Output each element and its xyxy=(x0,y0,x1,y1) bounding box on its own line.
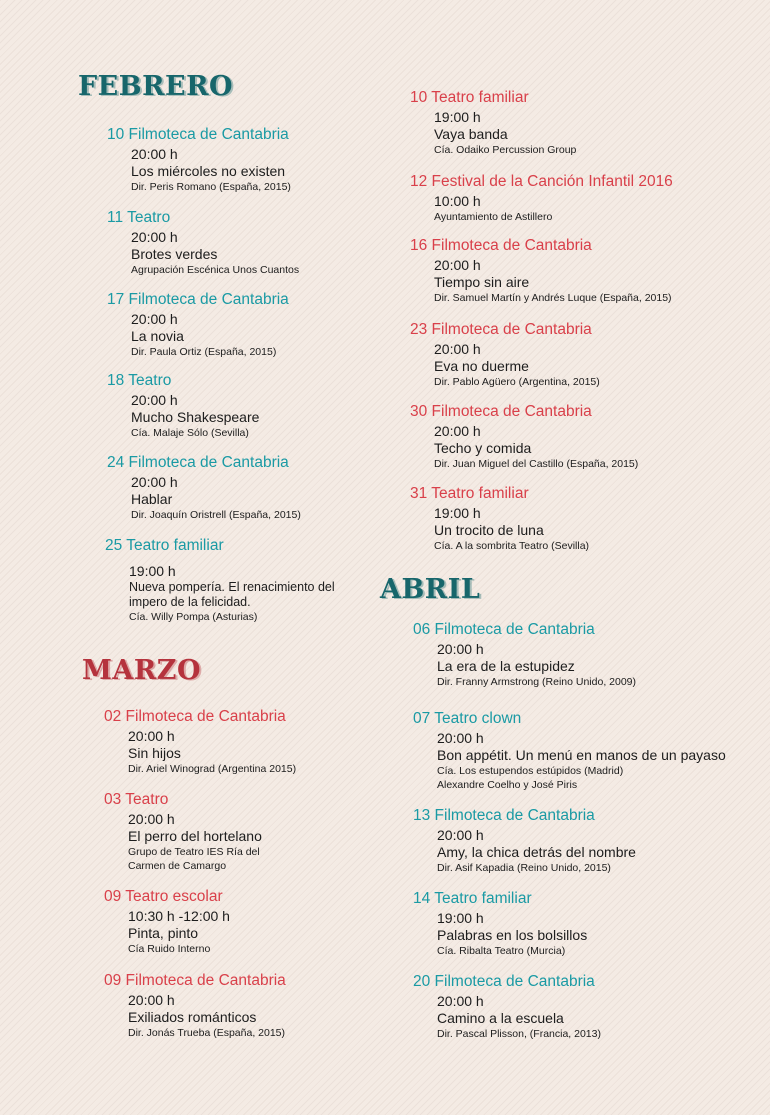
event-detail: Dir. Jonás Trueba (España, 2015) xyxy=(128,1027,286,1039)
event-title: Hablar xyxy=(131,491,173,507)
event-heading: 13 Filmoteca de Cantabria xyxy=(413,807,595,824)
event-detail: Dir. Peris Romano (España, 2015) xyxy=(131,181,291,193)
event-item xyxy=(410,172,673,224)
event-title: Bon appétit. Un menú en manos de un payaso xyxy=(437,747,726,763)
month-heading-abril: ABRIL xyxy=(380,574,481,605)
event-detail: Cía. Malaje Sólo (Sevilla) xyxy=(131,427,249,439)
event-item xyxy=(413,972,601,1041)
event-time: 10:00 h xyxy=(434,193,481,209)
event-detail: Dir. Pablo Agüero (Argentina, 2015) xyxy=(434,376,600,388)
event-heading: 07 Teatro clown xyxy=(413,710,522,727)
event-detail: Dir. Paula Ortiz (España, 2015) xyxy=(131,346,277,358)
event-item xyxy=(410,320,600,389)
event-item xyxy=(413,709,726,792)
event-heading: 16 Filmoteca de Cantabria xyxy=(410,237,592,254)
event-item xyxy=(410,402,638,471)
event-item xyxy=(413,889,587,958)
event-title: La novia xyxy=(131,328,184,344)
month-heading-marzo: MARZO xyxy=(82,655,202,686)
event-title: Un trocito de luna xyxy=(434,522,544,538)
event-item xyxy=(413,806,636,875)
event-time: 20:00 h xyxy=(128,811,175,827)
event-detail: Dir. Franny Armstrong (Reino Unido, 2009) xyxy=(437,676,637,688)
event-time: 20:00 h xyxy=(128,992,175,1008)
event-detail: Ayuntamiento de Astillero xyxy=(434,211,553,223)
event-heading: 17 Filmoteca de Cantabria xyxy=(107,291,289,308)
event-time: 20:00 h xyxy=(434,423,481,439)
event-heading: 31 Teatro familiar xyxy=(410,485,529,502)
event-detail-extra: Alexandre Coelho y José Piris xyxy=(437,779,578,791)
event-detail: Dir. Joaquín Oristrell (España, 2015) xyxy=(131,509,301,521)
event-detail: Cía. Ribalta Teatro (Murcia) xyxy=(437,945,566,957)
event-detail: Dir. Ariel Winograd (Argentina 2015) xyxy=(128,763,297,775)
event-title: Eva no duerme xyxy=(434,358,529,374)
event-title: Nueva pompería. El renacimiento del impero de la felicidad. xyxy=(129,580,335,609)
event-item xyxy=(413,620,636,689)
event-time: 20:00 h xyxy=(131,392,178,408)
event-time: 20:00 h xyxy=(437,730,484,746)
event-heading: 25 Teatro familiar xyxy=(105,537,224,554)
event-time: 20:00 h xyxy=(437,827,484,843)
event-heading: 12 Festival de la Canción Infantil 2016 xyxy=(410,173,673,190)
event-title: Palabras en los bolsillos xyxy=(437,927,588,943)
event-heading: 14 Teatro familiar xyxy=(413,890,532,907)
event-time: 20:00 h xyxy=(434,257,481,273)
event-item xyxy=(104,971,286,1040)
event-title: Techo y comida xyxy=(434,440,532,456)
event-time: 20:00 h xyxy=(131,474,178,490)
event-heading: 11 Teatro xyxy=(107,209,171,226)
event-detail: Cía. Odaiko Percussion Group xyxy=(434,144,577,156)
event-heading: 10 Teatro familiar xyxy=(410,89,529,106)
event-time: 20:00 h xyxy=(437,641,484,657)
event-time: 20:00 h xyxy=(131,311,178,327)
event-time: 19:00 h xyxy=(434,109,481,125)
event-time: 20:00 h xyxy=(131,229,178,245)
event-item xyxy=(104,790,288,873)
event-time: 19:00 h xyxy=(129,563,176,579)
event-title: Brotes verdes xyxy=(131,246,218,262)
event-item xyxy=(410,236,672,305)
event-heading: 06 Filmoteca de Cantabria xyxy=(413,621,595,638)
event-detail: Dir. Juan Miguel del Castillo (España, 2015) xyxy=(434,458,639,470)
event-title: Los miércoles no existen xyxy=(131,163,286,179)
event-time: 10:30 h -12:00 h xyxy=(128,908,230,924)
event-time: 20:00 h xyxy=(131,146,178,162)
event-title: La era de la estupidez xyxy=(437,658,575,674)
event-item xyxy=(107,208,299,277)
event-detail: Dir. Pascal Plisson, (Francia, 2013) xyxy=(437,1028,601,1040)
month-heading-febrero: FEBRERO xyxy=(78,71,234,102)
event-item xyxy=(107,125,291,194)
event-heading: 18 Teatro xyxy=(107,372,172,389)
event-item xyxy=(107,290,289,359)
event-detail: Dir. Asif Kapadia (Reino Unido, 2015) xyxy=(437,862,611,874)
event-detail: Cía. Willy Pompa (Asturias) xyxy=(129,611,258,623)
event-detail: Dir. Samuel Martín y Andrés Luque (España, 2015) xyxy=(434,292,672,304)
event-heading: 20 Filmoteca de Cantabria xyxy=(413,973,595,990)
event-heading: 03 Teatro xyxy=(104,791,169,808)
event-item xyxy=(107,453,301,522)
event-detail: Grupo de Teatro IES Ría del Carmen de Camargo xyxy=(128,846,260,872)
event-detail: Cía. A la sombrita Teatro (Sevilla) xyxy=(434,540,590,552)
event-item xyxy=(104,707,296,776)
event-item xyxy=(107,371,259,440)
event-heading: 09 Filmoteca de Cantabria xyxy=(104,972,286,989)
event-title: El perro del hortelano xyxy=(128,828,262,844)
event-heading: 23 Filmoteca de Cantabria xyxy=(410,321,592,338)
event-time: 19:00 h xyxy=(434,505,481,521)
event-title: Vaya banda xyxy=(434,126,508,142)
event-heading: 30 Filmoteca de Cantabria xyxy=(410,403,592,420)
event-heading: 10 Filmoteca de Cantabria xyxy=(107,126,289,143)
event-item xyxy=(410,484,589,553)
event-title: Camino a la escuela xyxy=(437,1010,564,1026)
event-detail: Agrupación Escénica Unos Cuantos xyxy=(131,264,300,276)
event-title: Mucho Shakespeare xyxy=(131,409,260,425)
event-detail: Cía. Los estupendos estúpidos (Madrid) xyxy=(437,765,624,777)
event-title: Tiempo sin aire xyxy=(434,274,530,290)
event-title: Amy, la chica detrás del nombre xyxy=(437,844,636,860)
event-title: Exiliados románticos xyxy=(128,1009,257,1025)
event-heading: 02 Filmoteca de Cantabria xyxy=(104,708,286,725)
event-time: 20:00 h xyxy=(437,993,484,1009)
event-time: 20:00 h xyxy=(128,728,175,744)
event-time: 19:00 h xyxy=(437,910,484,926)
event-detail: Cía Ruido Interno xyxy=(128,943,211,955)
event-title: Pinta, pinto xyxy=(128,925,199,941)
event-heading: 24 Filmoteca de Cantabria xyxy=(107,454,289,471)
event-item xyxy=(410,88,576,157)
event-title: Sin hijos xyxy=(128,745,181,761)
event-item xyxy=(105,536,355,624)
event-item xyxy=(104,887,230,956)
event-time: 20:00 h xyxy=(434,341,481,357)
event-heading: 09 Teatro escolar xyxy=(104,888,223,905)
